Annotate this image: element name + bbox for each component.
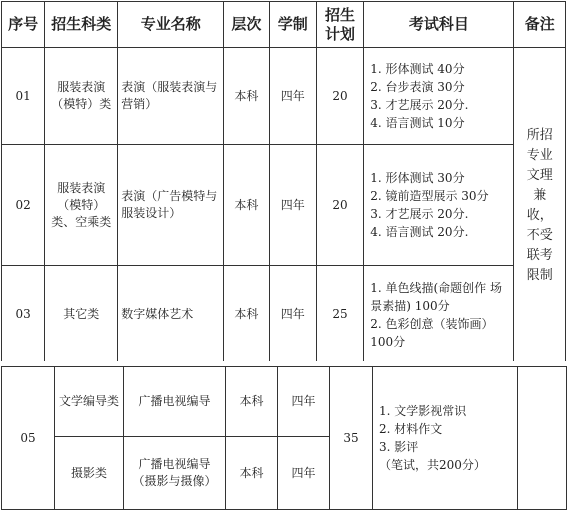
header-level: 层次 [224, 2, 269, 48]
row-major: 表演（服装表演与营销） [118, 48, 224, 145]
row-seq: 01 [2, 48, 45, 145]
exam-item: 3. 影评 [379, 440, 419, 454]
row-exam [364, 48, 514, 145]
row-exam [373, 367, 518, 510]
row-category: 服装表演（模特）类、空乘类 [45, 145, 118, 266]
row-plan: 35 [330, 367, 373, 510]
header-major: 专业名称 [118, 2, 224, 48]
header-category: 招生科类 [45, 2, 118, 48]
table-row [2, 145, 566, 266]
enrollment-table-05 [1, 366, 567, 510]
row-exam [364, 145, 514, 266]
row-major: 广播电视编导（摄影与摄像） [124, 437, 226, 510]
row-category: 文学编导类 [55, 367, 124, 437]
header-remark: 备注 [514, 2, 566, 48]
row-major: 数字媒体艺术 [118, 266, 224, 364]
exam-item: 1. 形体测试 40分 [370, 62, 465, 76]
row-level: 本科 [224, 48, 269, 145]
table-row [2, 266, 566, 364]
row-duration: 四年 [269, 145, 316, 266]
row-duration: 四年 [269, 266, 316, 364]
table-row [2, 48, 566, 145]
row-plan: 25 [316, 266, 363, 364]
table-row [2, 367, 567, 437]
exam-item: 4. 语言测试 20分. [370, 225, 469, 239]
exam-item: （笔试，共200分） [379, 458, 486, 472]
exam-item: 1. 形体测试 30分 [370, 171, 465, 185]
row-level: 本科 [226, 367, 278, 437]
row-seq: 02 [2, 145, 45, 266]
exam-item: 2. 色彩创意（装饰画）100分 [370, 316, 494, 349]
exam-item: 3. 才艺展示 20分. [370, 98, 469, 112]
row-plan: 20 [316, 48, 363, 145]
remark-note: 所招专业文理兼收，不受联考限制 [514, 48, 566, 364]
row-major: 表演（广告模特与服装设计） [118, 145, 224, 266]
row-seq: 03 [2, 266, 45, 364]
exam-item: 3. 才艺展示 20分. [370, 207, 469, 221]
row-duration: 四年 [278, 367, 330, 437]
row-duration: 四年 [278, 437, 330, 510]
exam-item: 1. 文学影视常识 [379, 404, 467, 418]
exam-item: 2. 镜前造型展示 30分 [370, 189, 489, 203]
row-category: 其它类 [45, 266, 118, 364]
table-gap [0, 361, 567, 365]
exam-item: 1. 单色线描(命题创作 场景素描) 100分 [370, 280, 502, 313]
row-category: 摄影类 [55, 437, 124, 510]
exam-item: 2. 材料作文 [379, 422, 443, 436]
exam-item: 4. 语言测试 10分 [370, 116, 465, 130]
row-duration: 四年 [269, 48, 316, 145]
header-duration: 学制 [269, 2, 316, 48]
row-major: 广播电视编导 [124, 367, 226, 437]
row-exam [364, 266, 514, 364]
header-seq: 序号 [2, 2, 45, 48]
row-category: 服装表演（模特）类 [45, 48, 118, 145]
row-level: 本科 [224, 266, 269, 364]
header-plan: 招生计划 [316, 2, 363, 48]
row-seq: 05 [2, 367, 55, 510]
row-level: 本科 [224, 145, 269, 266]
row-plan: 20 [316, 145, 363, 266]
exam-item: 2. 台步表演 30分 [370, 80, 465, 94]
row-remark [518, 367, 567, 510]
enrollment-table [1, 1, 566, 364]
row-level: 本科 [226, 437, 278, 510]
header-exam: 考试科目 [364, 2, 514, 48]
header-row [2, 2, 566, 48]
